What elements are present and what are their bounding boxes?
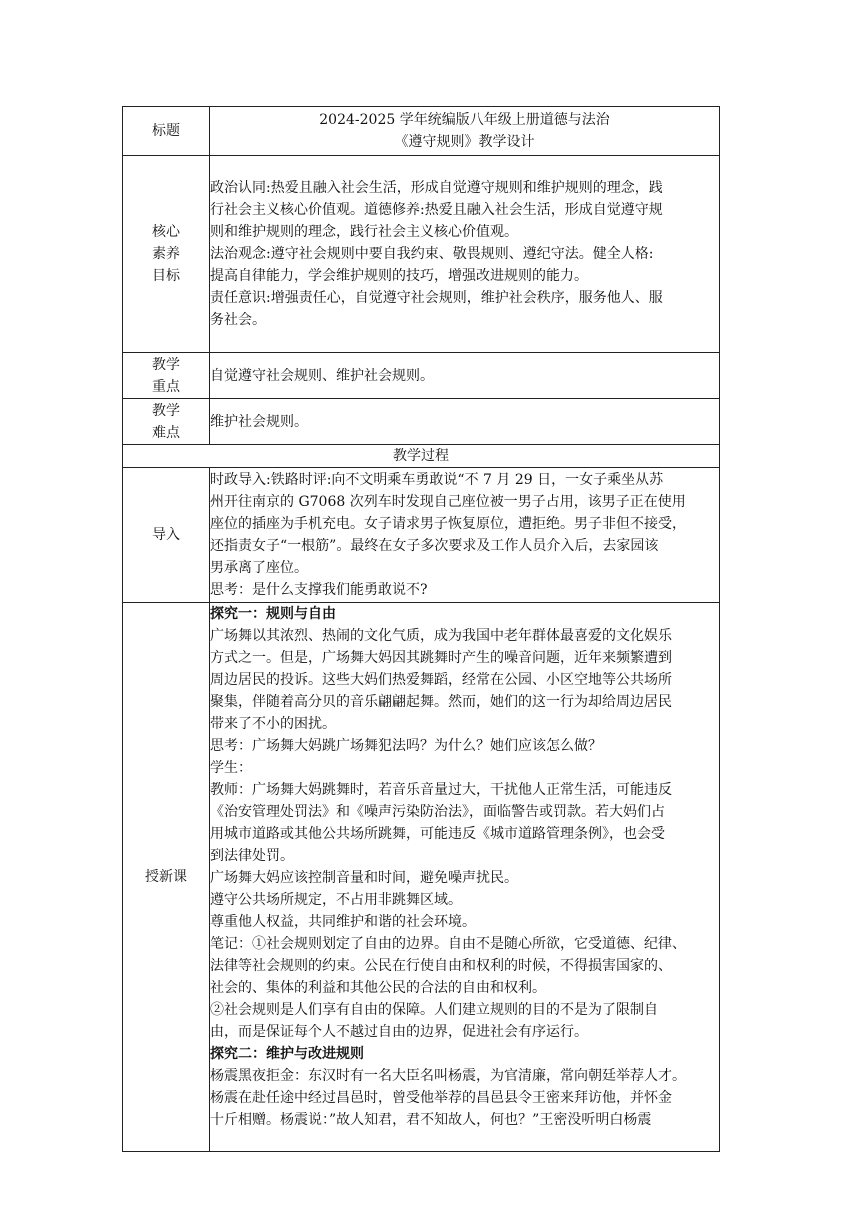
lesson-plan-table: [122, 106, 720, 1152]
key-points-label: 教学 重点: [123, 353, 210, 399]
difficulty-label: 教学 难点: [123, 399, 210, 445]
title-line: 2024-2025 学年统编版八年级上册道德与法治: [319, 112, 610, 128]
new-lesson-row: [123, 603, 720, 1152]
section-heading: 探究二：维护与改进规则: [210, 1046, 364, 1062]
new-lesson-label: 授新课: [123, 603, 210, 1152]
process-heading: 教学过程: [123, 445, 720, 468]
intro-label: 导入: [123, 468, 210, 603]
title-line: 《遵守规则》教学设计: [394, 134, 535, 150]
intro-content: 时政导入:铁路时评:向不文明乘车勇敢说“不 7 月 29 日，一女子乘坐从苏 州开往南京的 G7068 次列车时发现自己座位被一男子占用，该男子正在使用 座位的插座为手机充电。女子请求男子恢复原位，遭拒绝。男子非但不接受， 还指责女子“一根筋”。最终在女子多次要求及工作人员介入后，去家园该 男承离了座位。 思考：是什么支撑我们能勇敢说不?: [210, 468, 720, 603]
goals-content: 政治认同:热爱且融入社会生活，形成自觉遵守规则和维护规则的理念，践 行社会主义核心价值观。道德修养:热爱且融入社会生活，形成自觉遵守规 则和维护规则的理念，践行社会主义核心价值观。 法治观念:遵守社会规则中要自我约束、敬畏规则、遵纪守法。健全人格: 提高自律能力，学会维护规则的技巧，增强改进规则的能力。 责任意识:增强责任心，自觉遵守社会规则，维护社会秩序，服务他人、服 务社会。: [210, 156, 720, 353]
title-label: 标题: [123, 107, 210, 156]
key-points-row: [123, 353, 720, 399]
goals-row: [123, 156, 720, 353]
process-heading-row: [123, 445, 720, 468]
key-points-content: 自觉遵守社会规则、维护社会规则。: [210, 353, 720, 399]
section-heading: 探究一：规则与自由: [210, 606, 336, 622]
goals-label: 核心 素养 目标: [123, 156, 210, 353]
title-cell: [210, 107, 720, 156]
difficulty-row: [123, 399, 720, 445]
title-row: [123, 107, 720, 156]
intro-row: [123, 468, 720, 603]
difficulty-content: 维护社会规则。: [210, 399, 720, 445]
new-lesson-content: 探究一：规则与自由 广场舞以其浓烈、热闹的文化气质，成为我国中老年群体最喜爱的文化娱乐 方式之一。但是，广场舞大妈因其跳舞时产生的噪音问题，近年来频繁遭到 周边居民的投诉。这些大妈们热爱舞蹈，经常在公园、小区空地等公共场所 聚集，伴随着高分贝的音乐翩翩起舞。然而，她们的这一行为却给周边居民 带来了不小的困扰。 思考：广场舞大妈跳广场舞犯法吗？为什么？她们应该怎么做？ 学生： 教师：广场舞大妈跳舞时，若音乐音量过大，干扰他人正常生活，可能违反 《治安管理处罚法》和《噪声污染防治法》，面临警告或罚款。若大妈们占 用城市道路或其他公共场所跳舞，可能违反《城市道路管理条例》，也会受 到法律处罚。 广场舞大妈应该控制音量和时间，避免噪声扰民。 遵守公共场所规定，不占用非跳舞区域。 尊重他人权益，共同维护和谐的社会环境。 笔记：①社会规则划定了自由的边界。自由不是随心所欲，它受道德、纪律、 法律等社会规则的约束。公民在行使自由和权利的时候，不得损害国家的、 社会的、集体的利益和其他公民的合法的自由和权利。 ②社会规则是人们享有自由的保障。人们建立规则的目的不是为了限制自 由，而是保证每个人不越过自由的边界，促进社会有序运行。 探究二：维护与改进规则 杨震黑夜拒金：东汉时有一名大臣名叫杨震，为官清廉，常向朝廷举荐人才。 杨震在赴任途中经过昌邑时，曾受他举荐的昌邑县令王密来拜访他，并怀金 十斤相赠。杨震说：”故人知君，君不知故人，何也？”王密没听明白杨震: [210, 603, 720, 1152]
